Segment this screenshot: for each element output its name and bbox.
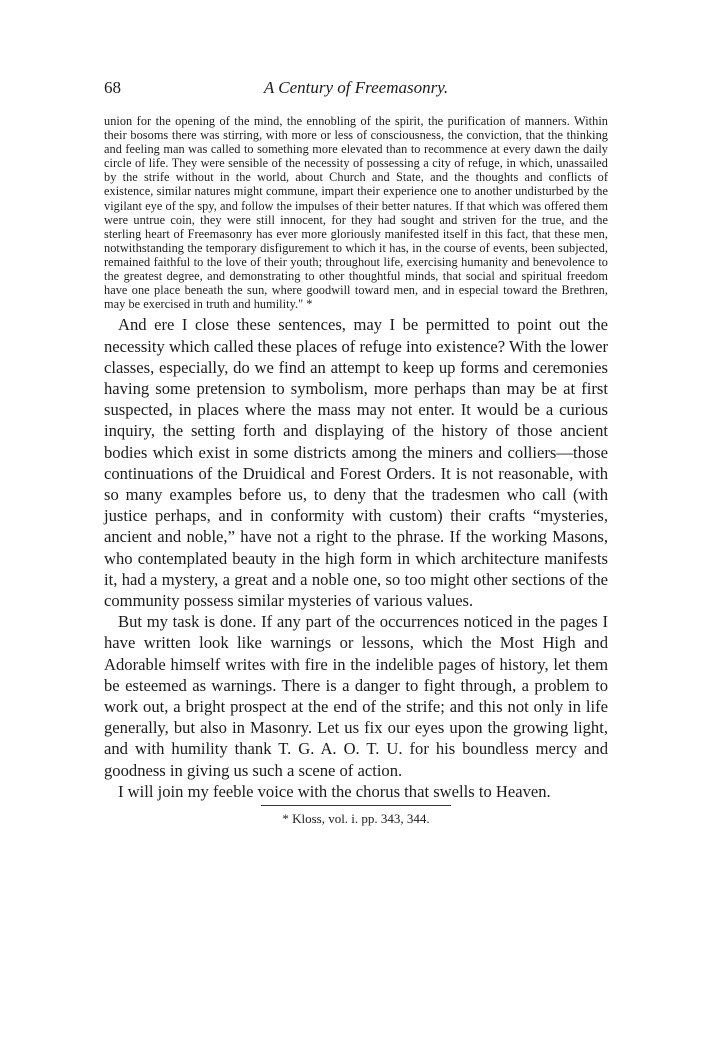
paragraph-closing: I will join my feeble voice with the chorus that swells to Heaven. bbox=[118, 781, 551, 801]
book-page bbox=[104, 78, 608, 826]
paragraph-task-done: But my task is done. If any part of the occurrences noticed in the pages I have written look like warnings or lessons, which the Most High and Adorable himself writes with fire in the indelible pages of history, let them be esteemed as warnings. There is a danger to fight through, a problem to work out, a bright prospect at the end of the strife; and this not only in life generally, but also in Masonry. Let us fix our eyes upon the growing light, and with humility thank T. G. A. O. T. U. for his boundless mercy and goodness in giving us such a scene of action. bbox=[104, 612, 608, 780]
footnote-rule bbox=[261, 805, 451, 806]
running-head bbox=[104, 78, 608, 106]
footnote: * Kloss, vol. i. pp. 343, 344. bbox=[282, 810, 430, 826]
page-number: 68 bbox=[104, 78, 121, 97]
running-title: A Century of Freemasonry. bbox=[263, 78, 449, 97]
paragraph-refuge: And ere I close these sentences, may I be permitted to point out the necessity which called these places of refuge into existence? With the lower classes, especially, do we find an attempt to keep up forms and ceremonies having some pretension to symbolism, more perhaps than may be at first suspected, in places where the mass may not enter. It would be a curious inquiry, the setting forth and displaying of the history of those ancient bodies which exist in some districts among the miners and colliers—those continuations of the Druidical and Forest Orders. It is not reasonable, with so many examples before us, to deny that the tradesmen who call (with justice perhaps, and in conformity with custom) their crafts “mysteries, ancient and noble,” have not a right to the phrase. If the working Masons, who contemplated beauty in the high form in which architecture manifests it, had a mystery, a great and a noble one, so too might other sections of the community possess similar mysteries of various values. bbox=[104, 315, 608, 610]
quoted-passage: union for the opening of the mind, the ennobling of the spirit, the purification of manners. Within their bosoms there was stirring, with more or less of consciousness, the conviction, that the thinking and feeling man was called to something more elevated than to recommence at every dawn the daily circle of life. They were sensible of the necessity of possessing a city of refuge, in which, unassailed by the strife without in the world, about Church and State, and the thoughts and conflicts of existence, similar natures might commune, impart their experience one to another undisturbed by the vigilant eye of the spy, and follow the impulses of their better natures. If that which was offered them were untrue coin, they were still innocent, for they had sought and striven for the true, and the sterling heart of Freemasonry has ever more gloriously manifested itself in this fact, that these men, notwithstanding the temporary disfigurement to which it has, in the course of events, been subjected, remained faithful to the love of their youth; throughout life, exercising humanity and benevolence to the greatest degree, and demonstrating to other thoughtful minds, that social and spiritual freedom have one place beneath the sun, where goodwill toward men, and in especial toward the Brethren, may be exercised in truth and humility." * bbox=[104, 114, 608, 312]
